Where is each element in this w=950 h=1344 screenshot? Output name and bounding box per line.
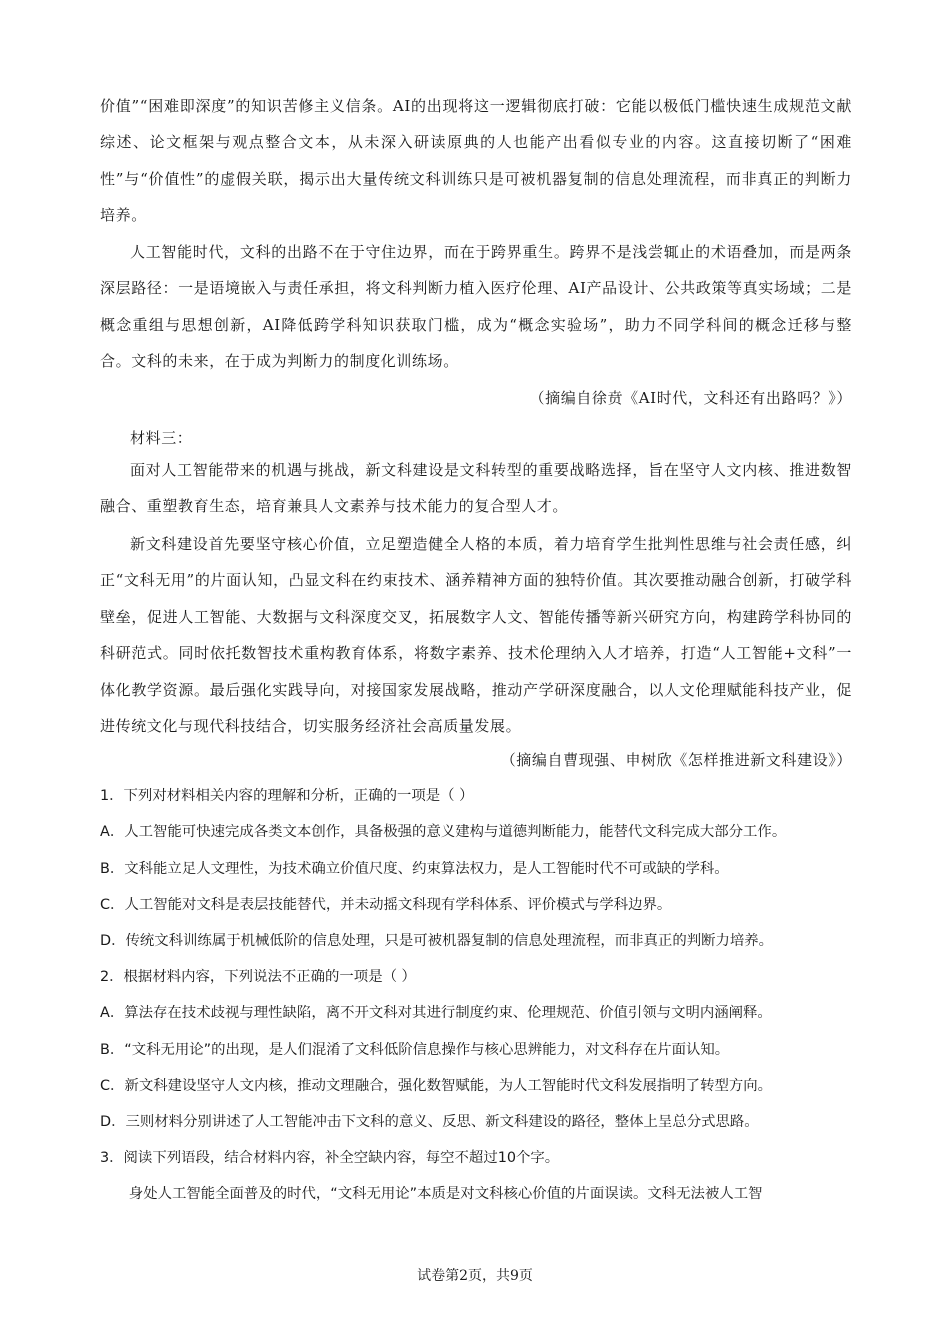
question-1-option-a: A．人工智能可快速完成各类文本创作，具备极强的意义建构与道德判断能力，能替代文科完成大部分工作。 (100, 824, 787, 840)
passage-paragraph-2: 人工智能时代，文科的出路不在于守住边界，而在于跨界重生。跨界不是浅尝辄止的术语叠加，而是两条深层路径：一是语境嵌入与责任承担，将文科判断力植入医疗伦理、AI产品设计、公共政策等真实场域；二是概念重组与思想创新，AI降低跨学科知识获取门槛，成为“概念实验场”，助力不同学科间的概念迁移与整合。文科的未来，在于成为判断力的制度化训练场。 (100, 243, 852, 371)
passage-paragraph-3: 面对人工智能带来的机遇与挑战，新文科建设是文科转型的重要战略选择，旨在坚守人文内核、推进数智融合、重塑教育生态，培育兼具人文素养与技术能力的复合型人才。 (100, 461, 852, 516)
passage-paragraph-4: 新文科建设首先要坚守核心价值，立足塑造健全人格的本质，着力培育学生批判性思维与社会责任感，纠正“文科无用”的片面认知，凸显文科在约束技术、涵养精神方面的独特价值。其次要推动融合创新，打破学科壁垒，促进人工智能、大数据与文科深度交叉，拓展数字人文、智能传播等新兴研究方向，构建跨学科协同的科研范式。同时依托数智技术重构教育体系，将数字素养、技术伦理纳入人才培养，打造“人工智能+文科”一体化教学资源。最后强化实践导向，对接国家发展战略，推动产学研深度融合，以人文伦理赋能科技产业，促进传统文化与现代科技结合，切实服务经济社会高质量发展。 (100, 535, 852, 736)
question-2-stem: 2．根据材料内容，下列说法不正确的一项是（ ） (100, 969, 416, 985)
page-footer: 试卷第2页，共9页 (417, 1268, 533, 1284)
question-2-option-d: D．三则材料分别讲述了人工智能冲击下文科的意义、反思、新文科建设的路径，整体上呈总分式思路。 (100, 1114, 759, 1130)
question-2-option-c: C．新文科建设坚守人文内核，推动文理融合，强化数智赋能，为人工智能时代文科发展指明了转型方向。 (100, 1078, 773, 1094)
question-1-option-b: B．文科能立足人文理性，为技术确立价值尺度、约束算法权力，是人工智能时代不可或缺的学科。 (100, 861, 729, 877)
question-1-option-c: C．人工智能对文科是表层技能替代，并未动摇文科现有学科体系、评价模式与学科边界。 (100, 897, 672, 913)
source-citation-2: （摘编自徐贲《AI时代，文科还有出路吗？》） (529, 389, 852, 407)
question-2-option-b: B．“文科无用论”的出现，是人们混淆了文科低阶信息操作与核心思辨能力，对文科存在片面认知。 (100, 1042, 730, 1058)
material-three-heading: 材料三： (130, 429, 193, 447)
question-1-stem: 1．下列对材料相关内容的理解和分析，正确的一项是（ ） (100, 788, 474, 804)
question-3-stem: 3．阅读下列语段，结合材料内容，补全空缺内容，每空不超过10个字。 (100, 1150, 560, 1166)
question-2-option-a: A．算法存在技术歧视与理性缺陷，离不开文科对其进行制度约束、伦理规范、价值引领与文明内涵阐释。 (100, 1005, 772, 1021)
source-citation-3: （摘编自曹现强、申树欣《怎样推进新文科建设》） (500, 751, 852, 769)
passage-paragraph-1: 价值”“困难即深度”的知识苦修主义信条。AI的出现将这一逻辑彻底打破：它能以极低门槛快速生成规范文献综述、论文框架与观点整合文本，从未深入研读原典的人也能产出看似专业的内容。这直接切断了“困难性”与“价值性”的虚假关联，揭示出大量传统文科训练只是可被机器复制的信息处理流程，而非真正的判断力培养。 (100, 97, 852, 225)
question-3-text: 身处人工智能全面普及的时代，“文科无用论”本质是对文科核心价值的片面误读。文科无法被人工智 (128, 1186, 763, 1202)
question-1-option-d: D．传统文科训练属于机械低阶的信息处理，只是可被机器复制的信息处理流程，而非真正的判断力培养。 (100, 933, 774, 949)
